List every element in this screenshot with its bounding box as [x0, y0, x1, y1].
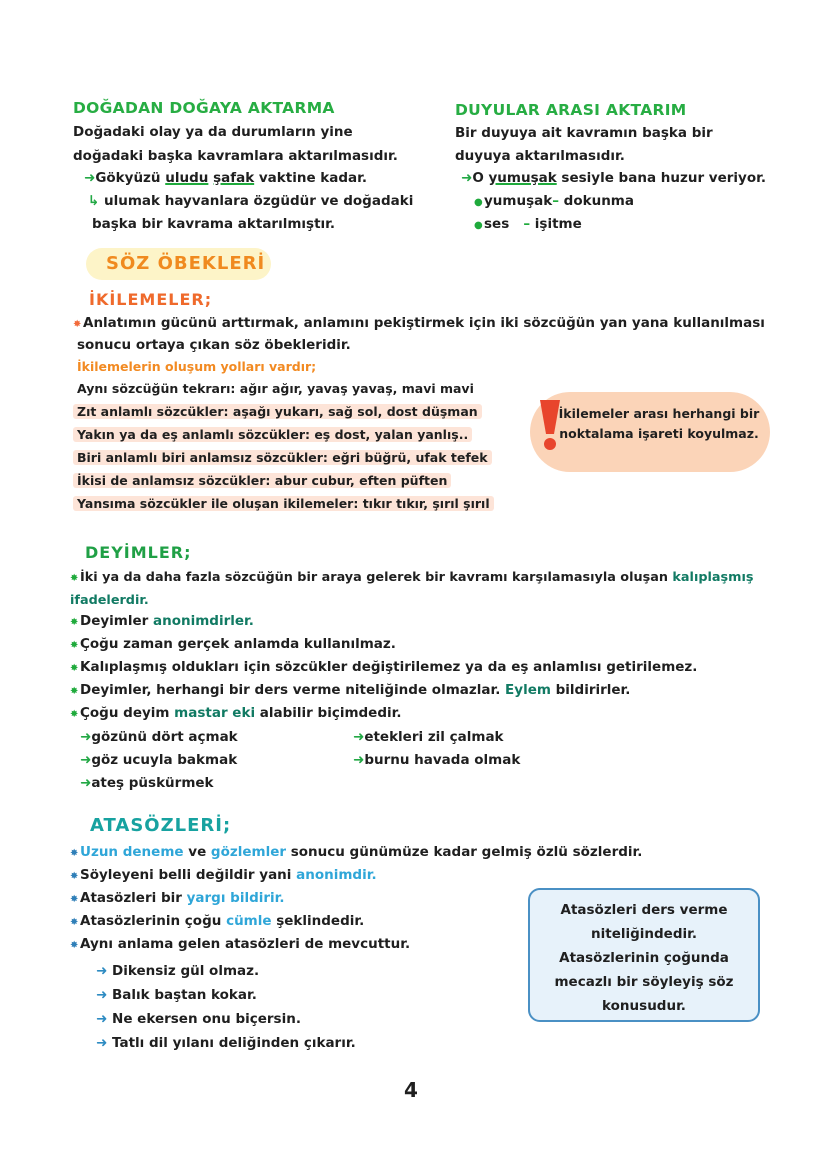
- deyimler-bullet-2: ✸ Deyimler anonimdirler.: [70, 612, 254, 631]
- curved-arrow-icon: ↳: [88, 193, 100, 209]
- star-bullet-icon: ✸: [70, 848, 79, 859]
- arrow-right-icon: ➜: [353, 729, 365, 745]
- duyular-pair-2: ●ses – işitme: [474, 215, 582, 234]
- star-bullet-icon: ✸: [70, 709, 79, 720]
- ikileme-item: İkisi de anlamsız sözcükler: abur cubur, eften püften: [77, 471, 451, 490]
- atasozleri-callout-text: Atasözleri ders verme niteliğindedir. Atasözlerinin çoğunda mecazlı bir söyleyiş söz konusudur.: [554, 902, 734, 1014]
- ikilemeler-yollar: İkilemelerin oluşum yolları vardır;: [77, 359, 317, 374]
- ikilemeler-def-line1: ✸ Anlatımın gücünü arttırmak, anlamını pekiştirmek için iki sözcüğün yan yana kullanılması: [73, 314, 765, 333]
- deyim-example: ➜ateş püskürmek: [80, 775, 214, 791]
- arrow-right-icon: ➜: [96, 963, 108, 979]
- deyimler-bullet-3: ✸ Çoğu zaman gerçek anlamda kullanılmaz.: [70, 635, 396, 654]
- deyimler-bullet-6: ✸ Çoğu deyim mastar eki alabilir biçimdedir.: [70, 704, 402, 723]
- star-bullet-icon: ✸: [70, 894, 79, 905]
- star-bullet-icon: ✸: [73, 319, 82, 330]
- deyim-example: ➜burnu havada olmak: [353, 752, 521, 768]
- duyular-heading: DUYULAR ARASI AKTARIM: [455, 101, 687, 119]
- doga-explanation-line2: başka bir kavrama aktarılmıştır.: [92, 216, 336, 232]
- atasozleri-callout: [528, 888, 760, 1022]
- atasozleri-bullet-5: ✸ Aynı anlama gelen atasözleri de mevcuttur.: [70, 935, 410, 954]
- deyimler-bullet-1-cont: ifadelerdir.: [70, 593, 149, 608]
- dot-icon: ●: [474, 197, 483, 208]
- deyimler-heading: DEYİMLER;: [85, 543, 192, 562]
- ikileme-item: Aynı sözcüğün tekrarı: ağır ağır, yavaş yavaş, mavi mavi: [77, 381, 474, 396]
- deyim-example: ➜etekleri zil çalmak: [353, 729, 504, 745]
- dash-icon: –: [552, 193, 559, 209]
- doga-explanation-line1: ↳ ulumak hayvanlara özgüdür ve doğadaki: [88, 193, 414, 209]
- soz-obekleri-title: SÖZ ÖBEKLERİ: [86, 248, 271, 280]
- exclamation-icon: [534, 396, 566, 452]
- star-bullet-icon: ✸: [70, 617, 79, 628]
- arrow-right-icon: ➜: [353, 752, 365, 768]
- dot-icon: ●: [474, 220, 483, 231]
- duyular-pair-1: ●yumuşak– dokunma: [474, 192, 634, 211]
- dash-icon: –: [523, 216, 531, 232]
- ikileme-item: Zıt anlamlı sözcükler: aşağı yukarı, sağ sol, dost düşman: [77, 402, 482, 421]
- atasozu-example: ➜ Tatlı dil yılanı deliğinden çıkarır.: [96, 1035, 356, 1051]
- star-bullet-icon: ✸: [70, 686, 79, 697]
- arrow-right-icon: ➜: [80, 729, 92, 745]
- deyimler-bullet-4: ✸ Kalıplaşmış oldukları için sözcükler değiştirilemez ya da eş anlamlısı getirilemez.: [70, 658, 697, 677]
- star-bullet-icon: ✸: [70, 917, 79, 928]
- atasozleri-heading: ATASÖZLERİ;: [90, 815, 232, 836]
- star-bullet-icon: ✸: [70, 940, 79, 951]
- ikileme-item: Yakın ya da eş anlamlı sözcükler: eş dost, yalan yanlış..: [77, 425, 472, 444]
- arrow-right-icon: ➜: [84, 170, 96, 186]
- doga-def-line2: doğadaki başka kavramlara aktarılmasıdır.: [73, 148, 398, 164]
- arrow-right-icon: ➜: [80, 752, 92, 768]
- ikilemeler-callout: [530, 392, 770, 472]
- star-bullet-icon: ✸: [70, 663, 79, 674]
- arrow-right-icon: ➜: [96, 1011, 108, 1027]
- doga-heading: DOĞADAN DOĞAYA AKTARMA: [73, 99, 335, 117]
- deyimler-bullet-1: ✸ İki ya da daha fazla sözcüğün bir araya gelerek bir kavramı karşılamasıyla oluşan kalıplaşmış: [70, 568, 753, 587]
- page-number: 4: [404, 1078, 418, 1102]
- deyimler-bullet-5: ✸ Deyimler, herhangi bir ders verme niteliğinde olmazlar. Eylem bildirirler.: [70, 681, 630, 700]
- deyim-example: ➜göz ucuyla bakmak: [80, 752, 238, 768]
- arrow-right-icon: ➜: [96, 987, 108, 1003]
- atasozleri-bullet-4: ✸ Atasözlerinin çoğu cümle şeklindedir.: [70, 912, 364, 931]
- arrow-right-icon: ➜: [96, 1035, 108, 1051]
- ikileme-item: Yansıma sözcükler ile oluşan ikilemeler: tıkır tıkır, şırıl şırıl: [77, 494, 494, 513]
- duyular-def-line1: Bir duyuya ait kavramın başka bir: [455, 125, 713, 141]
- atasozu-example: ➜ Dikensiz gül olmaz.: [96, 963, 260, 979]
- duyular-example: ➜O yumuşak sesiyle bana huzur veriyor.: [461, 170, 766, 186]
- star-bullet-icon: ✸: [70, 640, 79, 651]
- doga-example: ➜Gökyüzü uludu şafak vaktine kadar.: [84, 170, 368, 186]
- arrow-right-icon: ➜: [461, 170, 473, 186]
- atasozleri-bullet-3: ✸ Atasözleri bir yargı bildirir.: [70, 889, 285, 908]
- atasozu-example: ➜ Balık baştan kokar.: [96, 987, 257, 1003]
- star-bullet-icon: ✸: [70, 573, 79, 584]
- ikileme-item: Biri anlamlı biri anlamsız sözcükler: eğri büğrü, ufak tefek: [77, 448, 492, 467]
- star-bullet-icon: ✸: [70, 871, 79, 882]
- ikilemeler-def-line2: sonucu ortaya çıkan söz öbekleridir.: [77, 337, 351, 353]
- atasozu-example: ➜ Ne ekersen onu biçersin.: [96, 1011, 301, 1027]
- deyim-example: ➜gözünü dört açmak: [80, 729, 238, 745]
- duyular-def-line2: duyuya aktarılmasıdır.: [455, 148, 625, 164]
- ikilemeler-callout-text: İkilemeler arası herhangi bir noktalama işareti koyulmaz.: [558, 406, 760, 441]
- atasozleri-bullet-2: ✸ Söyleyeni belli değildir yani anonimdir.: [70, 866, 377, 885]
- arrow-right-icon: ➜: [80, 775, 92, 791]
- ikilemeler-heading: İKİLEMELER;: [89, 290, 213, 309]
- atasozleri-bullet-1: ✸ Uzun deneme ve gözlemler sonucu günümüze kadar gelmiş özlü sözlerdir.: [70, 843, 642, 862]
- doga-def-line1: Doğadaki olay ya da durumların yine: [73, 124, 353, 140]
